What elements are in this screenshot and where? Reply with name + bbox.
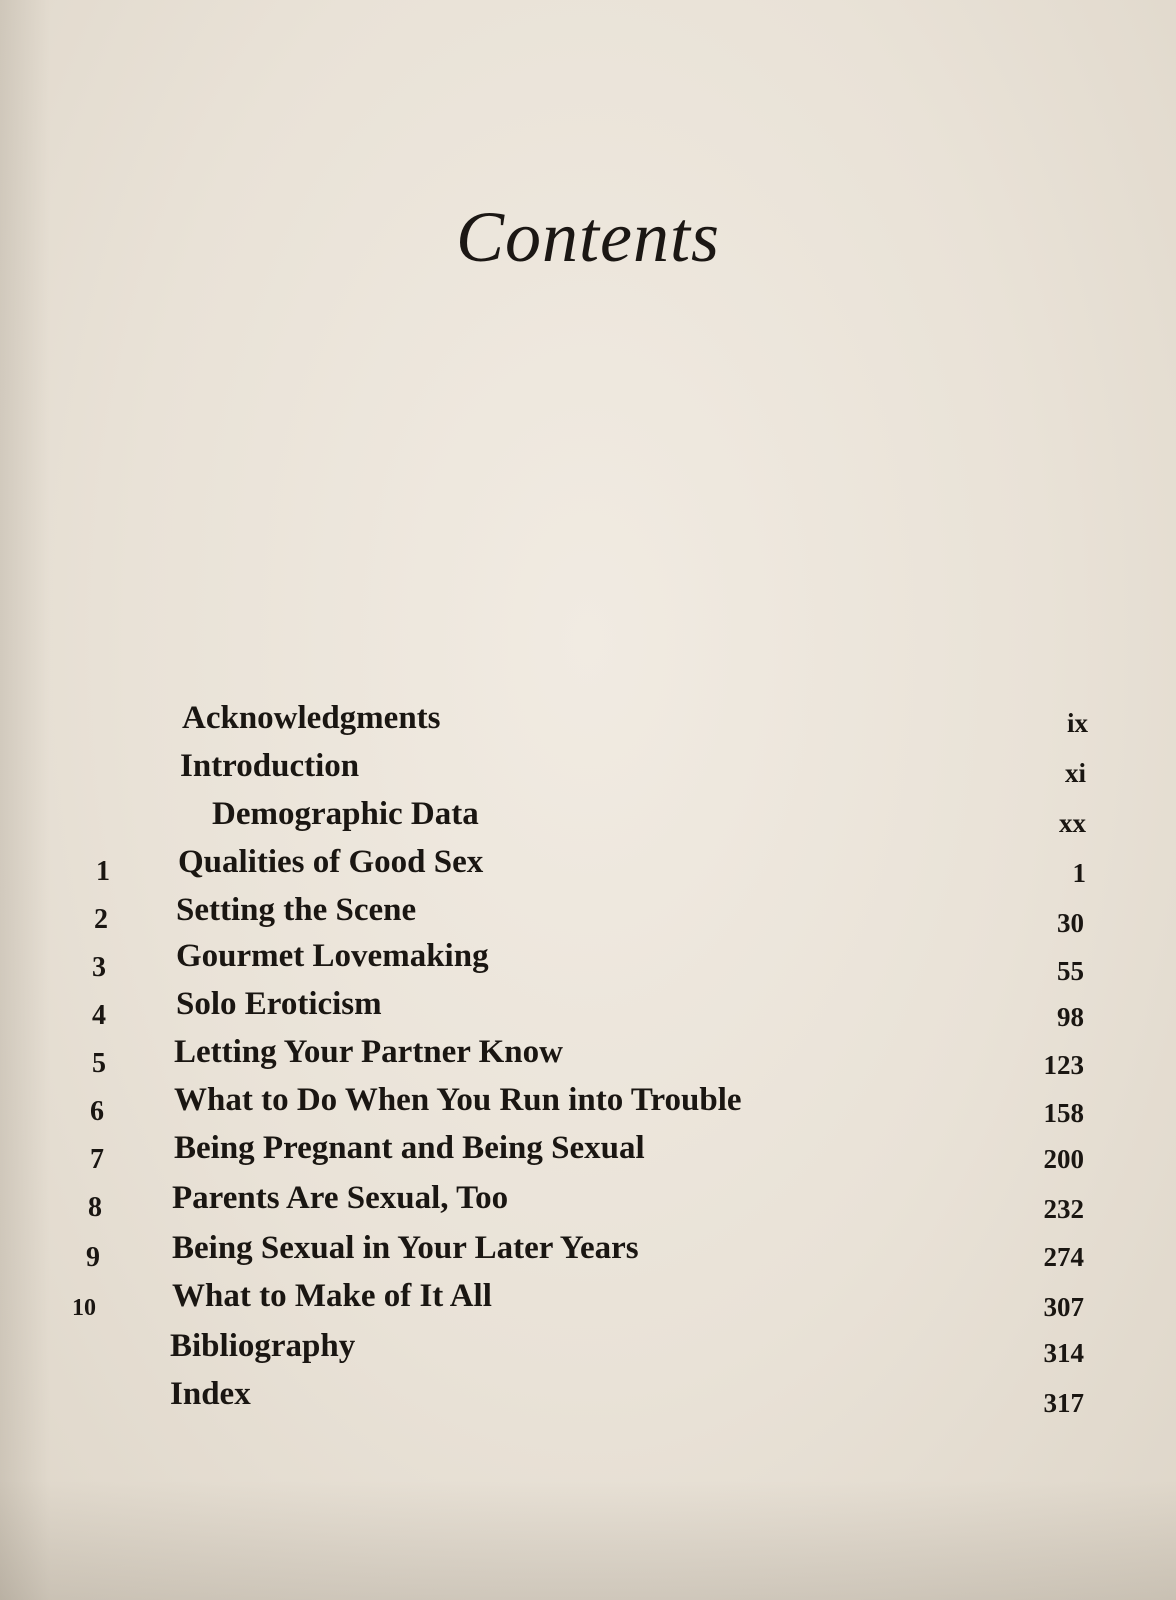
toc-entry-label: Being Sexual in Your Later Years [172,1230,639,1266]
page-title: Contents [455,197,720,277]
toc-entry-label: Solo Eroticism [176,986,382,1022]
toc-entry-number: 10 [72,1295,96,1321]
toc-entry-page: 200 [1043,1144,1084,1174]
toc-entry-label: Acknowledgments [182,700,441,736]
toc-entry-number: 3 [92,952,106,983]
toc-entry-page: 307 [1043,1292,1084,1322]
toc-entry-label: Parents Are Sexual, Too [172,1180,509,1216]
toc-entry-label: Letting Your Partner Know [174,1034,563,1070]
toc-entry-number: 6 [90,1096,104,1127]
toc-entry-number: 1 [96,856,110,887]
toc-entry-page: 55 [1057,956,1084,986]
toc-entry-page: 274 [1043,1242,1084,1272]
toc-entry-label: Setting the Scene [176,892,417,928]
toc-entry-page: 123 [1043,1050,1084,1080]
toc-entry-page: 314 [1043,1338,1084,1368]
toc-entry-label: Introduction [180,748,360,784]
toc-entry-page: xi [1064,758,1086,788]
toc-entry-label: Qualities of Good Sex [178,844,484,880]
toc-entry-page: 232 [1043,1194,1084,1224]
toc-entry-page: xx [1059,808,1086,838]
toc-entry-number: 8 [88,1192,102,1223]
toc-entry-label: Gourmet Lovemaking [176,938,489,974]
toc-entry-label: Being Pregnant and Being Sexual [174,1130,645,1166]
toc-entry-label: Index [170,1376,251,1412]
toc-entry-page: 158 [1043,1098,1084,1128]
toc-entry-number: 4 [92,1000,106,1031]
toc-entry-number: 9 [86,1242,100,1273]
toc-entry-page: 1 [1072,858,1086,888]
toc-entry-label: Demographic Data [212,796,479,832]
toc-entry-page: 98 [1057,1002,1084,1032]
toc-entry-label: Bibliography [170,1328,356,1364]
toc-entry-label: What to Make of It All [172,1278,492,1314]
toc-entry-page: ix [1066,708,1088,738]
toc-entry-page: 317 [1043,1388,1084,1418]
toc-entry-page: 30 [1057,908,1084,938]
toc-entry-label: What to Do When You Run into Trouble [174,1082,742,1118]
toc-entry-number: 7 [90,1144,104,1175]
toc-entry-number: 5 [92,1048,106,1079]
page-bottom-shadow [0,1480,1176,1600]
toc-entry-number: 2 [94,904,108,935]
